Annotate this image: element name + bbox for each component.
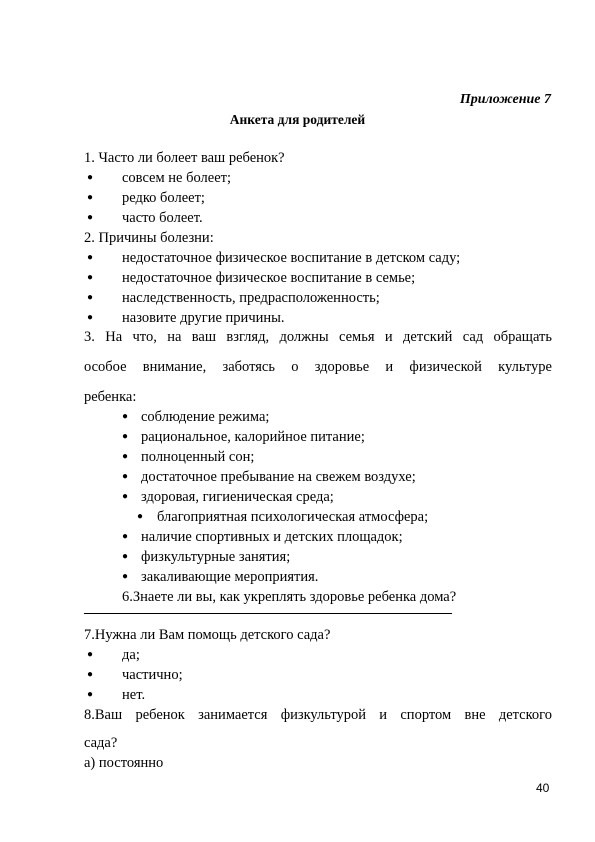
bullet-icon: ● xyxy=(87,192,94,203)
bullet-icon: ● xyxy=(87,212,94,223)
bullet-icon: ● xyxy=(122,551,129,562)
question-3-option: закаливающие мероприятия. xyxy=(141,569,319,585)
question-2-option: наследственность, предрасположенность; xyxy=(122,290,380,306)
question-3-option: физкультурные занятия; xyxy=(141,549,291,565)
bullet-icon: ● xyxy=(122,451,129,462)
question-7: 7.Нужна ли Вам помощь детского сада? xyxy=(84,627,331,643)
question-3-line: особое внимание, заботясь о здоровье и физической культуре xyxy=(84,359,552,375)
question-8-option: а) постоянно xyxy=(84,755,164,771)
bullet-icon: ● xyxy=(122,531,129,542)
question-2-option: назовите другие причины. xyxy=(122,310,285,326)
appendix-label: Приложение 7 xyxy=(459,92,551,107)
question-2: 2. Причины болезни: xyxy=(84,230,214,246)
question-1-option: часто болеет. xyxy=(122,210,203,226)
question-7-option: частично; xyxy=(122,667,183,683)
bullet-icon: ● xyxy=(87,669,94,680)
question-1: 1. Часто ли болеет ваш ребенок? xyxy=(84,150,285,166)
question-8-line: сада? xyxy=(84,735,118,751)
question-1-option: совсем не болеет; xyxy=(122,170,232,186)
question-1-option: редко болеет; xyxy=(122,190,205,206)
question-3-option: полноценный сон; xyxy=(141,449,255,465)
question-3-line: 3. На что, на ваш взгляд, должны семья и детский сад обращать xyxy=(84,329,552,345)
question-7-option: да; xyxy=(122,647,140,663)
question-7-option: нет. xyxy=(122,687,146,703)
question-2-option: недостаточное физическое воспитание в детском саду; xyxy=(122,250,461,266)
bullet-icon: ● xyxy=(122,471,129,482)
question-6: 6.Знаете ли вы, как укреплять здоровье ребенка дома? xyxy=(122,589,457,605)
bullet-icon: ● xyxy=(122,491,129,502)
bullet-icon: ● xyxy=(87,252,94,263)
bullet-icon: ● xyxy=(122,571,129,582)
page-number: 40 xyxy=(536,781,550,795)
bullet-icon: ● xyxy=(137,511,144,522)
bullet-icon: ● xyxy=(122,431,129,442)
bullet-icon: ● xyxy=(87,689,94,700)
question-3-option: достаточное пребывание на свежем воздухе; xyxy=(141,469,416,485)
question-3-option: благоприятная психологическая атмосфера; xyxy=(157,509,429,525)
bullet-icon: ● xyxy=(87,312,94,323)
question-3-option: наличие спортивных и детских площадок; xyxy=(141,529,403,545)
questionnaire-title: Анкета для родителей xyxy=(229,112,366,127)
question-3-option: здоровая, гигиеническая среда; xyxy=(141,489,334,505)
bullet-icon: ● xyxy=(87,272,94,283)
question-3-line: ребенка: xyxy=(84,389,137,405)
bullet-icon: ● xyxy=(87,172,94,183)
bullet-icon: ● xyxy=(122,411,129,422)
question-3-option: соблюдение режима; xyxy=(141,409,270,425)
answer-line xyxy=(84,613,452,614)
question-8-line: 8.Ваш ребенок занимается физкультурой и спортом вне детского xyxy=(84,707,552,723)
question-3-option: рациональное, калорийное питание; xyxy=(141,429,365,445)
bullet-icon: ● xyxy=(87,649,94,660)
bullet-icon: ● xyxy=(87,292,94,303)
question-2-option: недостаточное физическое воспитание в семье; xyxy=(122,270,416,286)
